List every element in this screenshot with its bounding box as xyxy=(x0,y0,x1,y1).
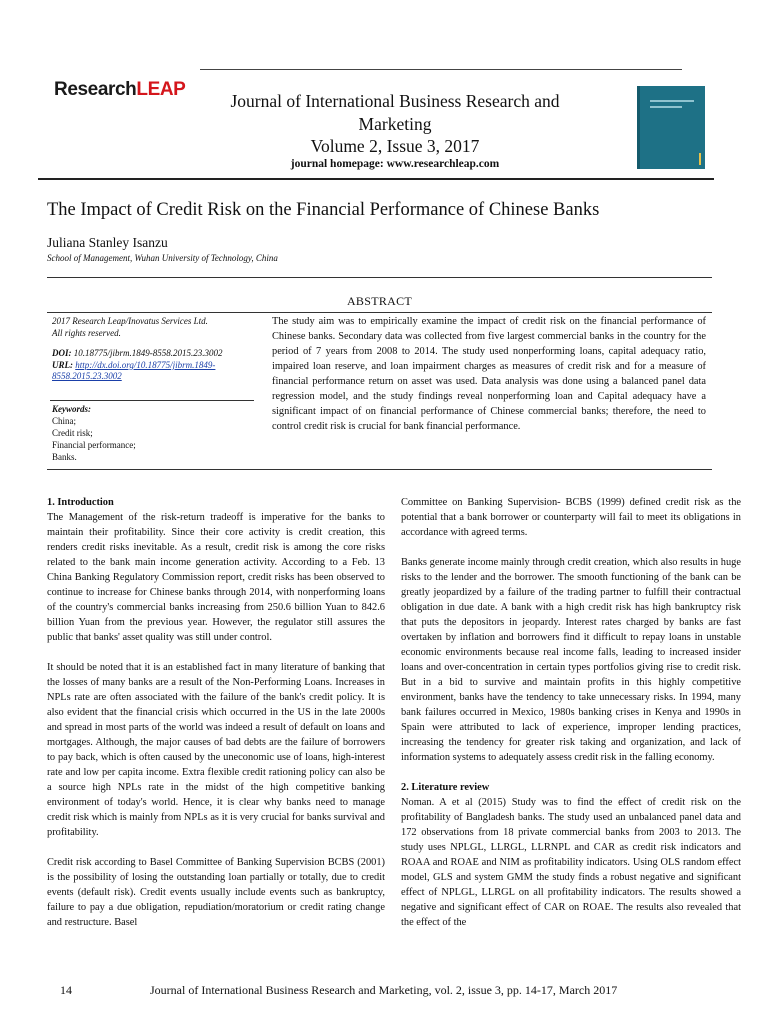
journal-homepage: journal homepage: www.researchleap.com xyxy=(290,158,500,170)
keywords-label: Keywords: xyxy=(52,404,91,414)
keywords-block xyxy=(52,403,252,463)
cover-decoration xyxy=(699,153,701,165)
url-label: URL: xyxy=(52,359,73,370)
author-affiliation: School of Management, Wuhan University of Technology, China xyxy=(47,253,278,263)
paragraph: It should be noted that it is an established fact in many literature of banking that the losses of many banks are a result of the Non-Performing Loans. Increases in NPLs rate are often associated with the failure of the bank's credit policy. It is also evident that the financial crisis which occurred in the US in the late 2000s and spread in most parts of the world was indeed a result of default on loans and mortgages. Although, the major causes of bad debts are the failure of borrowers to pay back, which is often caused by the uneconomic use of loans, high-interest rate and low per capita income. Extra flexible credit rationing policy can also be a source high NPLs rate in the midst of the high competitive banking environment of today's world. Hence, it is clear why banks need to manage credit risk which is mainly from NPLs as it is very crucial for banks survival and profitability. xyxy=(47,662,385,838)
keyword-item: Credit risk; xyxy=(52,428,93,438)
keyword-item: China; xyxy=(52,416,76,426)
paragraph: Committee on Banking Supervision- BCBS (1999) defined credit risk as the potential that a bank borrower or counterparty will fail to meet its obligations in accordance with agreed terms. xyxy=(401,497,741,538)
body-left-column xyxy=(47,495,385,945)
logo-research-text: Research xyxy=(54,79,137,100)
copyright-line: 2017 Research Leap/Inovatus Services Ltd. xyxy=(52,316,208,326)
paragraph: Noman. A et al (2015) Study was to find the effect of credit risk on the profitability of Bangladesh banks. The study used an unbalanced panel data and 172 observations from 18 private commercial banks from 2003 to 2013. The study uses NPLGL, LLRGL, LLRNPL and CAR as credit risk indicators and ROAA and ROAE and NIM as profitability indicators. Using OLS random effect model, GLS and system GMM the study finds a robust negative and significant effect of NPLGL, LLRGL on all profitability indicators. The results showed a negative and significant effect of CAR on ROAE. The results also revealed that the effect of the xyxy=(401,797,741,928)
divider xyxy=(50,400,254,401)
doi-line xyxy=(52,348,252,360)
paragraph: The Management of the risk-return tradeoff is imperative for the banks to maintain their profitability. Since their core activity is credit creation, this renders credit risks inevitable. As a result, credit risk is among the core risks related to the bank main income generation activity. According to a Feb. 13 China Banking Regulatory Commission report, credit risks has been observed to continue to increase for Chinese banks through 2014, with nonperforming loans of the country's commercial banks increasing from 250.6 billion Yuan to 842.6 billion Yuan from the previous year. However, the regulator still assures the public that banks' asset quality was still under control. xyxy=(47,512,385,643)
url-line xyxy=(52,360,252,383)
article-info xyxy=(52,316,252,383)
page-number: 14 xyxy=(60,983,72,997)
keyword-item: Banks. xyxy=(52,452,77,462)
paragraph: Banks generate income mainly through credit creation, which also results in huge risks to the lender and the borrower. The smooth functioning of the bank can be greatly jeopardized by a failure of the trading partner to fulfill their contractual obligation in due date. A bank with a high credit risk has high bankruptcy risk that puts the depositors in jeopardy. Interest rates charged by banks are fast overtaken by inflation and borrowers find it difficult to repay loans in unstable economic environments because real income falls, leading to increased insider loans and over-concentration in certain types portfolios giving rise to credit risk. But in a bid to survive and maintain profits in this highly competitive environment, banks have the tendency to take unnecessary risks. In 1994, many bank failures occurred in Mexico, 1980s banking crises in Kenya and 1990s in Spain were attributed to lack of experience, improper lending practices, increasing the tendency for greater risk taking and organization, and lack of information systems to adequately assess credit risk in the falling economy. xyxy=(401,557,741,763)
abstract-text: The study aim was to empirically examine the impact of credit risk on the financial performance of Chinese banks. Secondary data was collected from five largest commercial banks in the country for the period of 7 years from 2008 to 2014. The study used nonperforming loans, capital adequacy ratio, impaired loan reserve, and loan impairment charges as measures of credit risk and for a measure of financial performance return on asset was used. Data analysis was done using a balanced panel data regression model, and the study findings reveal nonperforming loan and Capital adequacy have a significant impact of on financial performance of Chinese commercial banks; therefore, the need to control credit risk is crucial for bank financial performance. xyxy=(272,316,706,432)
abstract-heading: ABSTRACT xyxy=(346,294,413,308)
header-top-rule xyxy=(200,69,682,70)
publisher-logo xyxy=(54,79,185,101)
article-author: Juliana Stanley Isanzu xyxy=(47,235,168,250)
journal-cover-thumbnail xyxy=(637,86,705,169)
doi-url-link[interactable]: http://dx.doi.org/10.18775/jibrm.1849-8558.2015.23.3002 xyxy=(52,359,216,381)
rights-line: All rights reserved. xyxy=(52,327,121,338)
section-heading-introduction: 1. Introduction xyxy=(47,497,114,508)
journal-title: Journal of International Business Research and Marketing xyxy=(230,91,560,134)
body-right-column xyxy=(401,495,741,945)
cover-decoration xyxy=(650,100,694,102)
divider xyxy=(47,312,712,313)
divider xyxy=(47,469,712,470)
cover-decoration xyxy=(650,106,682,108)
journal-volume: Volume 2, Issue 3, 2017 xyxy=(310,136,480,156)
doi-value: 10.18775/jibrm.1849-8558.2015.23.3002 xyxy=(73,348,223,358)
doi-label: DOI: xyxy=(52,348,72,358)
section-heading-literature-review: 2. Literature review xyxy=(401,782,490,793)
header-bottom-rule xyxy=(38,178,714,180)
footer-citation: Journal of International Business Research and Marketing, vol. 2, issue 3, pp. 14-17, March 2017 xyxy=(150,983,618,997)
divider xyxy=(47,277,712,278)
keyword-item: Financial performance; xyxy=(52,440,136,450)
paragraph: Credit risk according to Basel Committee of Banking Supervision BCBS (2001) is the possibility of losing the outstanding loan partially or totally, due to credit events (default risk). Credit events usually include events such as bankruptcy, failure to pay a due obligation, repudiation/moratorium or credit rating change and restructure. Basel xyxy=(47,857,385,928)
article-title: The Impact of Credit Risk on the Financial Performance of Chinese Banks xyxy=(47,200,600,220)
logo-leap-text: LEAP xyxy=(136,79,186,100)
